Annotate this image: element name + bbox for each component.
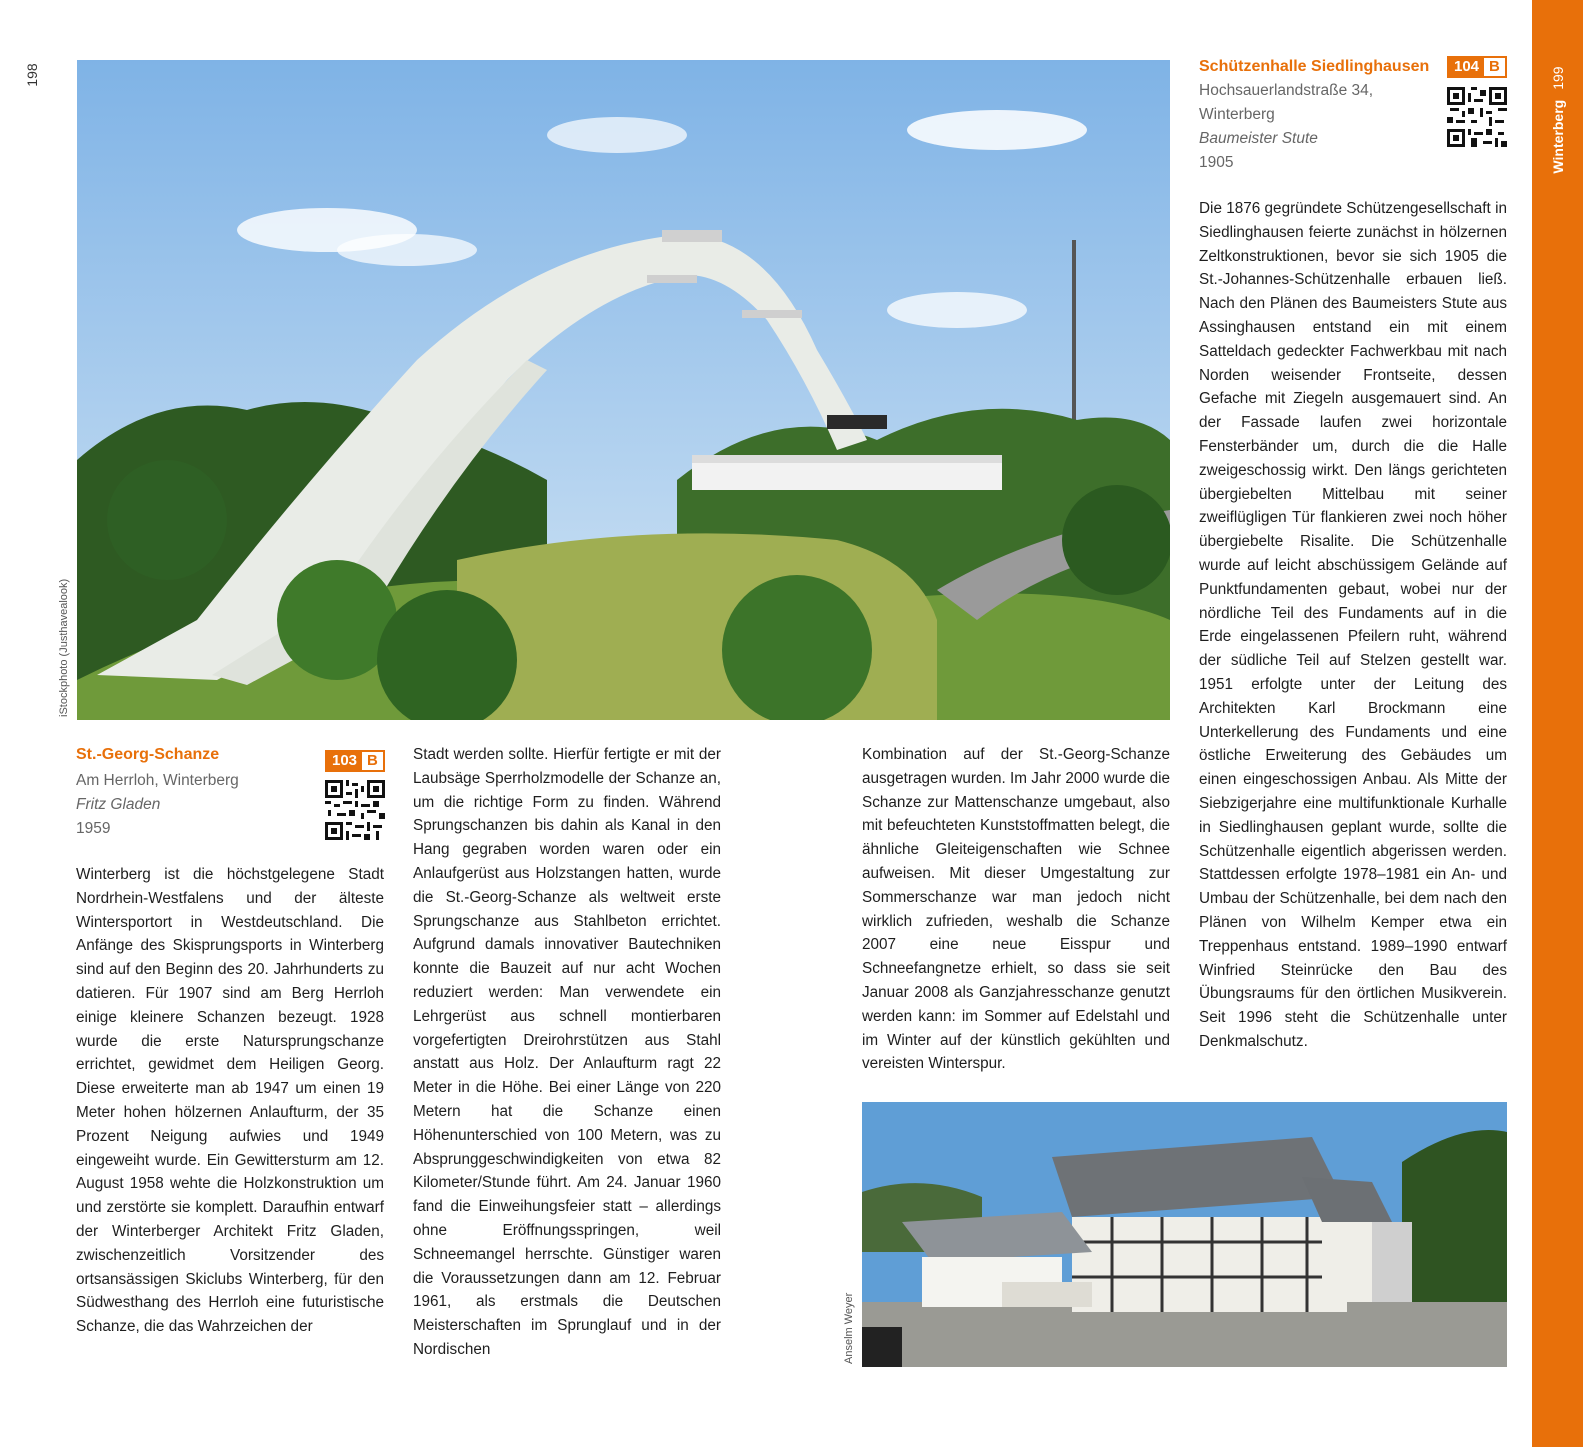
entry-103-address: Am Herrloh, Winterberg [76,772,239,789]
entry-103-title: St.-Georg-Schanze [76,746,220,763]
entry-104-meta [1199,79,1373,175]
entry-103-meta [76,769,239,841]
entry-103-text-col1: Winterberg ist die höchstgelegene Stadt Nordrhein-Westfalens und der älteste Wintersportort in Westdeutschland. Die Anfänge des Skisprungsports in Winterberg sind auf den Beginn des 20. Jahrhunderts zu datieren. Für 1907 sind am Berg Herrloh einige kleinere Schanzen bezeugt. 1928 wurde die erste Natursprungschanze errichtet, gewidmet dem Heiligen Georg. Diese erweiterte man ab 1947 um einen 19 Meter hohen hölzernen Anlaufturm, der 35 Prozent Neigung aufwies und 1949 eingeweiht wurde. Ein Gewittersturm am 12. August 1958 wehte die Holzkonstruktion um und zerstörte sie komplett. Daraufhin entwarf der Winterberger Architekt Fritz Gladen, zwischenzeitlich Vorsitzender des ortsansässigen Skiclubs Winterberg, für den Südwesthang des Herrloh eine futuristische Schanze, die das Wahrzeichen der [76,866,384,1336]
entry-104-number: 104 [1449,58,1484,76]
entry-104-architect: Baumeister Stute [1199,130,1318,147]
section-sidebar-label [1532,45,1583,195]
entry-103-qr-code-icon[interactable] [325,780,385,840]
entry-104-badge [1447,56,1507,78]
entry-104-address-line1: Hochsauerlandstraße 34, [1199,82,1374,99]
ski-jump-photo [77,60,1170,720]
top-photo-credit: iStockphoto (Justhavealook) [58,578,70,717]
entry-104-year: 1905 [1199,154,1234,171]
entry-104-text: Die 1876 gegründete Schützengesellschaft in Siedlinghausen feierte zunächst in hölzernen Zeltkonstruktionen, bevor sie sich 1905 die St.-Johannes-Schützenhalle erbauen ließ. Nach den Plänen des Baumeisters Stute aus Assinghausen entstand ein mit einem Satteldach gedeckter Fachwerkbau mit nach Norden weisender Frontseite, dessen Gefache mit Ziegeln ausgemauert sind. An der Fassade laufen zwei horizontale Fensterbänder um, durch die die Halle zweigeschossig wirkt. Den längs gerichteten übergiebelten Mittelbau mit seiner zweiflügligen Tür flankieren zwei noch höher übergiebelte Risalite. Die Schützenhalle wurde auf leicht abschüssigem Gelände auf Punktfundamenten gebaut, wobei nur der nördliche Teil des Fundaments auf in die Erde eingelassenen Pfeilern ruht, während der südliche Teil auf Stelzen gestellt war. 1951 erfolgte unter der Leitung des Architekten Karl Brockmann eine Unterkellerung des Fundaments und eine östliche Erweiterung des Gebäudes um einen eingeschossigen Anbau. Als Mitte der Siebzigerjahre eine multifunktionale Kurhalle in Siedlinghausen geplant wurde, sollte die Schützenhalle eigentlich abgerissen werden. Stattdessen erfolgte 1978–1981 ein An- und Umbau der Schützenhalle, bei dem nach den Plänen von Wilhelm Kemper etwa ein Treppenhaus entstand. 1989–1990 entwarf Winfried Steinrücke den Bau des Übungsraums für den örtlichen Musikverein. Seit 1996 steht die Schützenhalle unter Denkmalschutz. [1199,200,1507,1050]
page-number-right: 199 [1549,66,1566,90]
page-number-left: 198 [24,63,40,87]
entry-104-address-line2: Winterberg [1199,106,1275,123]
bottom-photo-credit: Anselm Weyer [843,1292,855,1364]
entry-103-text-col3: Kombination auf der St.-Georg-Schanze ausgetragen wurden. Im Jahr 2000 wurde die Schanze zur Mattenschanze umgebaut, also mit befeuchteten Kunststoffmatten belegt, die ähnliche Gleiteigenschaften wie Schnee aufweisen. Mit dieser Umgestaltung zur Sommerschanze war man jedoch nicht wirklich zufrieden, weshalb die Schanze 2007 eine neue Eisspur und Schneefangnetze erhielt, so dass sie seit Januar 2008 als Ganzjahresschanze genutzt werden kann: im Sommer auf Edelstahl und im Winter auf der künstlich gekühlten und vereisten Winterspur. [862,746,1170,1073]
schuetzenhalle-photo [862,1102,1507,1367]
entry-103-number: 103 [327,752,362,770]
entry-104-category: B [1484,58,1505,76]
section-name: Winterberg [1549,99,1566,174]
entry-103-category: B [362,752,383,770]
entry-103-badge [325,750,385,772]
section-sidebar [1532,0,1583,1447]
entry-103-text-col2: Stadt werden sollte. Hierfür fertigte er mit der Laubsäge Sperrholzmodelle der Schanze an, um die richtige Form zu finden. Während Sprungschanzen bis dahin als Kanal in den Hang gegraben worden waren oder ein Anlaufgerüst aus Holzstangen hatten, wurde die St.-Georg-Schanze als weltweit erste Sprungschanze aus Stahlbeton errichtet. Aufgrund damals innovativer Bautechniken konnte die Bauzeit auf nur acht Wochen reduziert werden: Man verwendete ein Lehrgerüst aus schnell montierbaren vorgefertigten Dreirohrstützen aus Stahl anstatt aus Holz. Der Anlaufturm ragt 22 Meter in die Höhe. Bei einer Länge von 220 Metern hat die Schanze einen Höhenunterschied von 100 Metern, was zu Absprunggeschwindigkeiten von etwa 82 Kilometer/Stunde führt. Am 24. Januar 1960 fand die Einweihungsfeier statt – allerdings ohne Eröffnungsspringen, weil Schneemangel herrschte. Günstiger waren die Voraussetzungen dann am 12. Februar 1961, als erstmals die Deutschen Meisterschaften im Sprunglauf und in der Nordischen [413,746,721,1358]
entry-103-year: 1959 [76,820,111,837]
entry-103-architect: Fritz Gladen [76,796,161,813]
entry-104-title: Schützenhalle Siedlinghausen [1199,58,1430,75]
entry-104-qr-code-icon[interactable] [1447,87,1507,147]
